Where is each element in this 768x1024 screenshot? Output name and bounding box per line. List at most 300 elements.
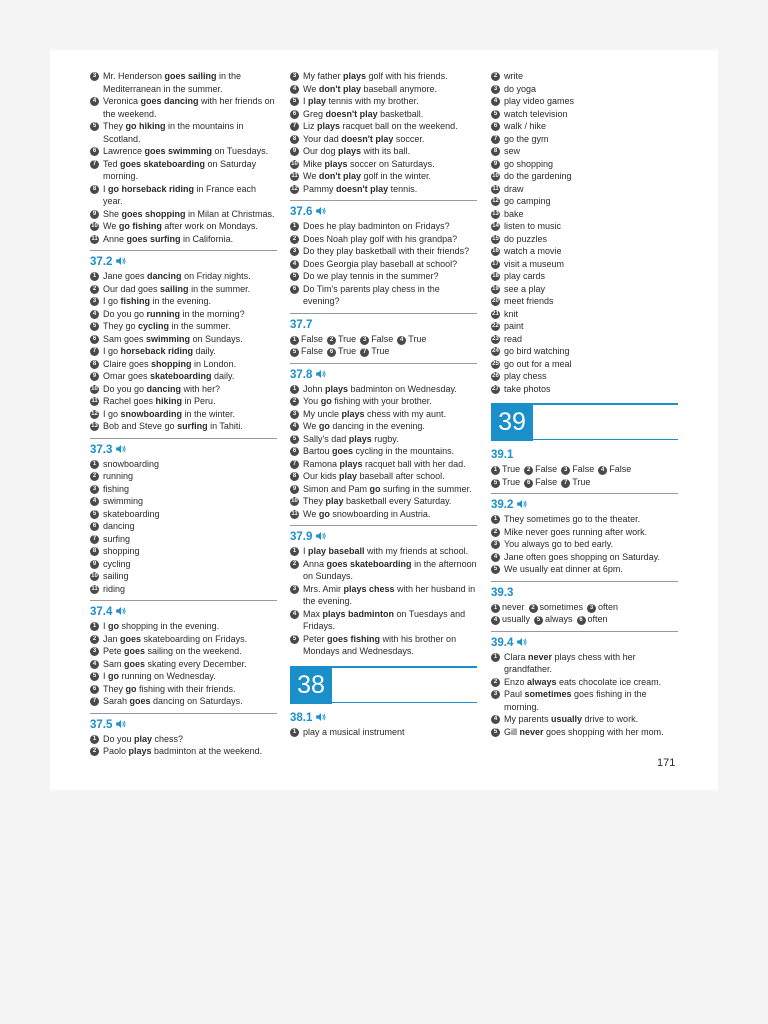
item-number-badge: 3 <box>290 247 299 256</box>
answer-highlight: go hiking <box>125 121 166 131</box>
item-number-badge: 5 <box>491 728 500 737</box>
answer-highlight: go <box>125 683 137 694</box>
exercise-37-4-list <box>90 620 277 708</box>
answer-text: plays chess with her grandfather. <box>504 651 636 674</box>
answer-item <box>90 308 277 321</box>
item-number-badge: 4 <box>90 660 99 669</box>
answer-item <box>491 370 678 383</box>
answer-highlight: goes <box>129 696 151 706</box>
answer-text: John <box>303 383 326 394</box>
answer-text: True <box>338 333 357 344</box>
item-number-badge: 25 <box>492 360 499 367</box>
answer-text: True <box>338 346 357 356</box>
answer-text: basketball. <box>377 108 424 119</box>
answer-highlight: go <box>318 421 330 431</box>
answer-item <box>491 713 678 726</box>
answer-item <box>290 608 477 633</box>
answer-item <box>90 420 277 433</box>
answer-text: Mike never goes running after work. <box>504 526 648 537</box>
answer-text: badminton at the weekend. <box>151 746 263 756</box>
answer-highlight: swimming <box>146 333 191 344</box>
answer-text: Jane often goes shopping on Saturday. <box>504 551 660 562</box>
answer-text: They <box>103 121 126 131</box>
item-number-badge: 24 <box>492 348 499 354</box>
answer-text: take photos <box>504 383 551 394</box>
answer-text: Max <box>303 608 323 619</box>
answer-item <box>90 345 277 358</box>
item-number-badge: 6 <box>90 522 99 531</box>
answer-text: Do you go <box>103 383 147 394</box>
answer-text: play chess <box>504 371 547 381</box>
answer-item <box>90 208 277 221</box>
item-number-badge: 10 <box>291 498 298 504</box>
item-number-badge: 5 <box>290 272 299 281</box>
answer-item <box>290 120 477 133</box>
item-number-badge: 11 <box>91 585 98 592</box>
exercise-37-6-list <box>290 220 477 308</box>
answer-key-page <box>50 50 718 790</box>
answer-item <box>491 195 678 208</box>
answer-item <box>90 145 277 158</box>
answer-item <box>290 270 477 283</box>
item-number-badge: 13 <box>91 423 98 429</box>
answer-highlight: horseback riding <box>120 346 194 356</box>
answer-text: badminton on Wednesday. <box>348 383 457 394</box>
answer-text: fishing <box>103 483 130 494</box>
item-number-badge: 16 <box>492 248 499 254</box>
exercise-heading-37-5 <box>90 718 277 732</box>
item-number-badge: 1 <box>290 385 299 394</box>
answer-text: cycling <box>103 558 131 569</box>
answer-text: Anna <box>303 558 327 569</box>
item-number-badge: 5 <box>491 110 500 119</box>
answer-text: We <box>303 83 319 94</box>
answer-highlight: hiking <box>155 396 183 406</box>
answer-highlight: goes dancing <box>140 96 199 106</box>
answer-item <box>491 120 678 133</box>
answer-highlight: plays <box>348 433 372 444</box>
divider <box>491 631 678 632</box>
answer-item <box>90 545 277 558</box>
answer-text: We <box>103 221 119 231</box>
answer-highlight: plays <box>317 121 341 131</box>
item-number-badge: 13 <box>492 210 499 217</box>
answer-row <box>290 333 477 346</box>
answer-text: False <box>301 346 324 356</box>
exercise-number: 37.8 <box>290 368 313 381</box>
answer-item <box>290 383 477 396</box>
item-number-badge: 3 <box>491 690 500 699</box>
answer-text: Do they play basketball with their friends? <box>303 246 470 256</box>
answer-text: racquet ball with her dad. <box>362 458 466 469</box>
item-number-badge: 4 <box>90 497 99 506</box>
exercise-37-2-list <box>90 270 277 433</box>
answer-highlight: goes <box>124 646 146 656</box>
item-number-badge: 2 <box>290 397 299 406</box>
item-number-badge: 21 <box>492 310 499 317</box>
item-number-badge: 2 <box>491 678 500 687</box>
item-number-badge: 7 <box>561 479 570 488</box>
answer-highlight: sometimes <box>524 689 572 699</box>
answer-text: Bob and Steve go <box>103 421 178 431</box>
answer-text: My father <box>303 71 344 81</box>
answer-text: dancing in the evening. <box>329 421 425 431</box>
answer-text: riding <box>103 583 126 594</box>
answer-text: on Tuesdays and Fridays. <box>303 608 466 631</box>
unit-banner-38 <box>290 666 477 703</box>
item-number-badge: 5 <box>534 616 543 625</box>
answer-item <box>290 183 477 196</box>
answer-text: dancing <box>103 521 135 531</box>
answer-text: Clara <box>504 651 529 662</box>
answer-item <box>90 70 277 95</box>
answer-text: I <box>303 546 309 556</box>
item-number-badge: 4 <box>491 715 500 724</box>
item-number-badge: 6 <box>524 479 533 488</box>
answer-highlight: plays <box>341 408 365 419</box>
answer-text: My uncle <box>303 408 342 419</box>
answer-text: skateboarding on Fridays. <box>141 633 248 644</box>
answer-item <box>491 726 678 739</box>
audio-speaker-icon[interactable] <box>116 257 126 265</box>
exercise-heading-37-4 <box>90 605 277 619</box>
exercise-heading-39-2 <box>491 498 678 512</box>
answer-text: You always go to bed early. <box>504 539 614 549</box>
answer-item <box>491 333 678 346</box>
answer-cell <box>561 463 594 476</box>
item-number-badge: 26 <box>492 373 499 379</box>
answer-text: Our kids <box>303 471 340 481</box>
answer-text: False <box>572 464 595 474</box>
item-number-badge: 4 <box>290 85 299 94</box>
answer-text: True <box>408 333 427 344</box>
item-number-badge: 1 <box>491 653 500 662</box>
item-number-badge: 3 <box>491 540 500 549</box>
answer-text: play cards <box>504 271 546 281</box>
answer-item <box>290 495 477 508</box>
answer-item <box>290 245 477 258</box>
answer-highlight: go fishing <box>118 221 162 231</box>
answer-text: Jane goes <box>103 271 148 281</box>
answer-item <box>491 108 678 121</box>
answer-text: with her? <box>181 383 221 394</box>
unit-number: 39 <box>491 403 533 441</box>
answer-text: sailing on the weekend. <box>145 646 242 656</box>
audio-speaker-icon[interactable] <box>316 713 326 721</box>
answer-item <box>491 651 678 676</box>
answer-cell <box>524 476 557 489</box>
answer-highlight: goes swimming <box>144 146 213 156</box>
answer-text: fishing with their friends. <box>136 683 236 694</box>
answer-text: soccer. <box>393 133 425 144</box>
answer-text: in the mountains in Scotland. <box>103 121 244 144</box>
answer-item <box>491 170 678 183</box>
answer-cell <box>577 613 608 626</box>
answer-highlight: goes skateboarding <box>120 158 206 169</box>
item-number-badge: 2 <box>290 235 299 244</box>
item-number-badge: 3 <box>587 604 596 613</box>
answer-highlight: goes <box>332 446 354 456</box>
answer-text: listen to music <box>504 221 562 231</box>
item-number-badge: 4 <box>491 97 500 106</box>
answer-text: Anne <box>103 233 127 244</box>
item-number-badge: 6 <box>90 335 99 344</box>
exercise-38-1-tail <box>491 70 678 395</box>
answer-item <box>491 513 678 526</box>
answer-text: Pete <box>103 646 125 656</box>
item-number-badge: 4 <box>290 260 299 269</box>
answer-highlight: play <box>339 471 358 481</box>
answer-text: Simon and Pam <box>303 483 370 494</box>
answer-item <box>90 183 277 208</box>
item-number-badge: 2 <box>90 285 99 294</box>
answer-text: Paul <box>504 689 525 699</box>
item-number-badge: 6 <box>577 616 586 625</box>
answer-text: Does he play badminton on Fridays? <box>303 221 450 231</box>
answer-row <box>491 476 678 489</box>
divider <box>90 250 277 251</box>
answer-text: My parents <box>504 714 552 724</box>
item-number-badge: 11 <box>291 173 298 179</box>
divider <box>290 363 477 364</box>
answer-text: We <box>303 171 319 181</box>
answer-text: I go <box>103 408 121 419</box>
answer-item <box>90 645 277 658</box>
answer-text: Rachel goes <box>103 396 156 406</box>
exercise-38-1-list <box>290 726 477 739</box>
answer-item <box>90 333 277 346</box>
answer-cell <box>360 345 389 358</box>
answer-item <box>290 583 477 608</box>
answer-text: in Milan at Christmas. <box>185 208 275 219</box>
item-number-badge: 1 <box>90 272 99 281</box>
divider <box>90 713 277 714</box>
item-number-badge: 18 <box>492 273 499 279</box>
exercise-heading-38-1 <box>290 711 477 725</box>
item-number-badge: 10 <box>291 160 298 167</box>
answer-item <box>491 383 678 396</box>
answer-text: Mrs. Amir <box>303 583 344 594</box>
answer-item <box>90 233 277 246</box>
answer-item <box>90 95 277 120</box>
answer-text: tennis with my brother. <box>326 96 419 106</box>
answer-text: True <box>502 476 521 487</box>
answer-text: Our dad goes <box>103 283 161 294</box>
item-number-badge: 3 <box>491 85 500 94</box>
item-number-badge: 7 <box>90 160 99 169</box>
answer-item <box>90 283 277 296</box>
answer-row <box>491 613 678 626</box>
answer-text: Does Noah play golf with his grandpa? <box>303 233 458 244</box>
answer-row <box>290 345 477 358</box>
item-number-badge: 7 <box>90 697 99 706</box>
exercise-heading-37-8 <box>290 368 477 382</box>
item-number-badge: 17 <box>492 260 499 267</box>
answer-item <box>491 345 678 358</box>
answer-highlight: usually <box>551 714 583 724</box>
answer-text: chess? <box>152 733 184 744</box>
answer-text: knit <box>504 308 519 319</box>
exercise-37-5-tail <box>290 70 477 195</box>
answer-item <box>90 570 277 583</box>
exercise-number: 37.4 <box>90 606 113 618</box>
answer-text: True <box>371 346 390 356</box>
answer-text: swimming <box>103 496 144 506</box>
answer-text: They <box>303 496 326 506</box>
item-number-badge: 5 <box>290 635 299 644</box>
column-3 <box>491 70 678 738</box>
exercise-number: 38.1 <box>290 711 313 724</box>
answer-text: in the winter. <box>182 408 236 419</box>
answer-item <box>90 408 277 421</box>
audio-speaker-icon[interactable] <box>116 607 126 615</box>
item-number-badge: 8 <box>90 360 99 369</box>
item-number-badge: 1 <box>491 515 500 524</box>
item-number-badge: 5 <box>90 322 99 331</box>
answer-item <box>290 220 477 233</box>
item-number-badge: 9 <box>290 147 299 156</box>
audio-speaker-icon[interactable] <box>517 638 527 646</box>
item-number-badge: 2 <box>327 336 336 345</box>
item-number-badge: 1 <box>90 622 99 631</box>
answer-text: play video games <box>504 96 575 106</box>
answer-item <box>491 258 678 271</box>
answer-text: with her husband in the evening. <box>303 583 476 606</box>
answer-text: basketball every Saturday. <box>343 496 452 506</box>
item-number-badge: 12 <box>291 185 298 192</box>
item-number-badge: 11 <box>91 398 98 404</box>
answer-item <box>491 563 678 576</box>
item-number-badge: 3 <box>290 410 299 419</box>
answer-highlight: goes <box>124 658 146 669</box>
answer-highlight: doesn't play <box>336 183 389 194</box>
item-number-badge: 8 <box>290 135 299 144</box>
item-number-badge: 7 <box>290 460 299 469</box>
item-number-badge: 5 <box>90 672 99 681</box>
answer-text: in the evening. <box>150 296 212 306</box>
answer-text: do puzzles <box>504 233 548 244</box>
answer-highlight: plays badminton <box>322 608 395 619</box>
answer-text: in France each year. <box>103 183 257 206</box>
answer-text: goes fishing in the morning. <box>504 689 647 712</box>
answer-item <box>491 295 678 308</box>
exercise-number: 37.6 <box>290 206 313 218</box>
answer-highlight: snowboarding <box>120 408 183 419</box>
answer-text: chess with my aunt. <box>364 408 447 419</box>
answer-item <box>90 470 277 483</box>
audio-speaker-icon[interactable] <box>316 532 326 540</box>
item-number-badge: 9 <box>290 485 299 494</box>
answer-item <box>290 433 477 446</box>
item-number-badge: 8 <box>90 547 99 556</box>
audio-speaker-icon[interactable] <box>517 500 527 508</box>
audio-speaker-icon[interactable] <box>116 445 126 453</box>
item-number-badge: 11 <box>91 235 98 242</box>
answer-item <box>290 83 477 96</box>
item-number-badge: 4 <box>90 97 99 106</box>
item-number-badge: 1 <box>290 547 299 556</box>
answer-text: Veronica <box>103 96 141 106</box>
answer-text: do the gardening <box>504 171 572 181</box>
answer-text: on Saturday morning. <box>103 158 257 181</box>
item-number-badge: 2 <box>524 466 533 475</box>
audio-speaker-icon[interactable] <box>316 207 326 215</box>
answer-text: after work on Mondays. <box>161 221 258 231</box>
answer-text: walk / hike <box>504 121 547 131</box>
item-number-badge: 15 <box>492 235 499 242</box>
answer-text: Gill <box>504 726 520 737</box>
exercise-number: 39.3 <box>491 586 514 599</box>
item-number-badge: 19 <box>492 285 499 292</box>
item-number-badge: 10 <box>91 385 98 392</box>
answer-highlight: play <box>325 496 344 506</box>
answer-text: in the Mediterranean in the summer. <box>103 71 242 94</box>
answer-cell <box>491 476 520 489</box>
answer-item <box>90 295 277 308</box>
item-number-badge: 12 <box>492 198 499 204</box>
answer-item <box>290 458 477 471</box>
answer-highlight: goes skateboarding <box>326 558 412 569</box>
exercise-heading-37-9 <box>290 530 477 544</box>
divider <box>290 525 477 526</box>
answer-item <box>491 676 678 689</box>
answer-item <box>290 283 477 308</box>
answer-text: soccer on Saturdays. <box>347 158 435 169</box>
answer-text: Do you go <box>103 308 147 319</box>
answer-highlight: plays <box>343 71 367 81</box>
answer-text: in California. <box>180 233 234 244</box>
answer-text: racquet ball on the weekend. <box>340 121 458 131</box>
answer-text: go shopping <box>504 158 554 169</box>
answer-text: go the gym <box>504 133 549 144</box>
answer-text: Mr. Henderson <box>103 71 165 81</box>
answer-text: running <box>103 471 134 481</box>
answer-text: with her friends on the weekend. <box>103 96 275 119</box>
answer-text: Paolo <box>103 746 129 756</box>
answer-highlight: goes sailing <box>164 71 217 81</box>
answer-text: We usually eat dinner at 6pm. <box>504 564 623 574</box>
answer-text: usually <box>502 614 531 624</box>
answer-highlight: don't play <box>318 171 361 181</box>
answer-text: They <box>103 683 126 694</box>
item-number-badge: 6 <box>90 685 99 694</box>
answer-text: sew <box>504 146 521 156</box>
answer-item <box>290 483 477 496</box>
answer-item <box>90 658 277 671</box>
audio-speaker-icon[interactable] <box>116 720 126 728</box>
answer-text: do yoga <box>504 83 537 94</box>
audio-speaker-icon[interactable] <box>316 370 326 378</box>
answer-cell <box>327 333 356 346</box>
item-number-badge: 4 <box>598 466 607 475</box>
exercise-heading-39-3 <box>491 586 678 600</box>
answer-item <box>290 470 477 483</box>
answer-text: baseball after school. <box>357 471 445 481</box>
answer-text: golf with his friends. <box>366 71 448 81</box>
answer-text: surfing in the summer. <box>380 483 472 494</box>
answer-item <box>491 538 678 551</box>
answer-item <box>90 508 277 521</box>
answer-item <box>90 320 277 333</box>
answer-highlight: dancing <box>146 383 182 394</box>
answer-item <box>290 133 477 146</box>
answer-text: True <box>502 464 521 474</box>
exercise-number: 37.3 <box>90 443 113 456</box>
answer-text: I go <box>103 346 121 356</box>
answer-item <box>290 145 477 158</box>
exercise-37-1-tail <box>90 70 277 245</box>
answer-text: dancing on Saturdays. <box>150 696 243 706</box>
